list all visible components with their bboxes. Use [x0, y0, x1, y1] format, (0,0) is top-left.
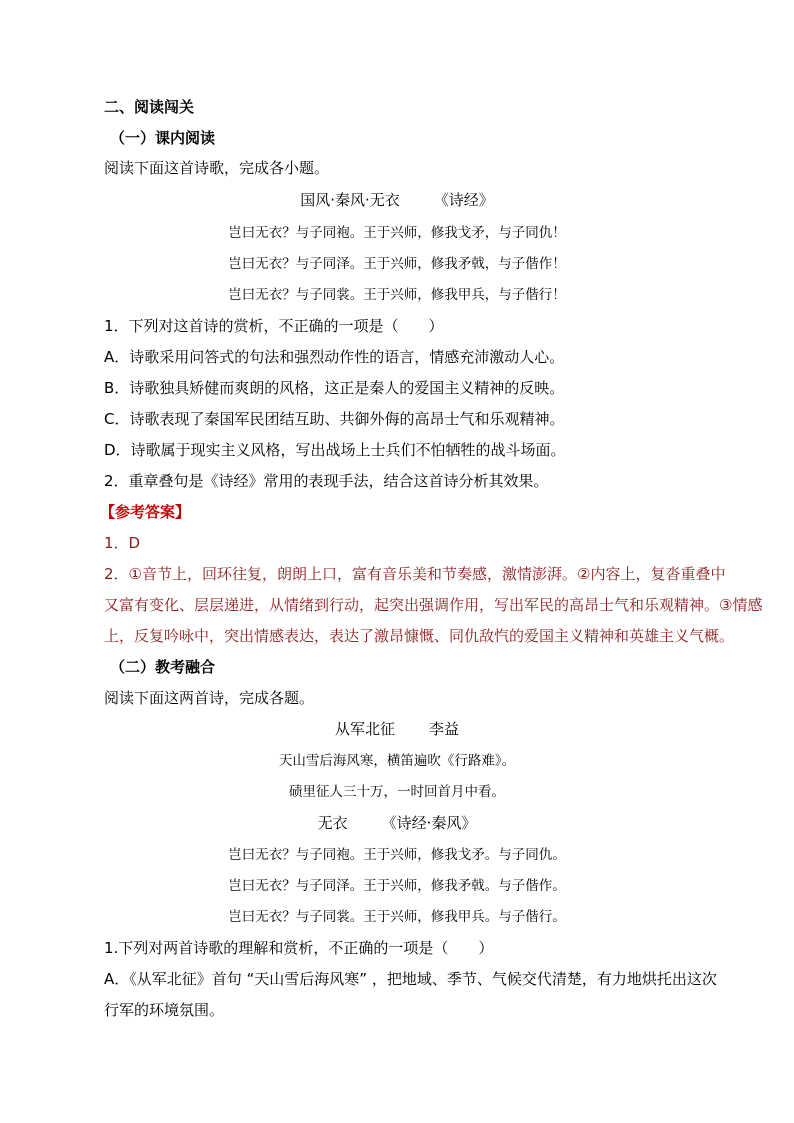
- poem2-heading: [0, 813, 794, 833]
- question-2-stem: 2．重章叠句是《诗经》常用的表现手法，结合这首诗分析其效果。: [104, 472, 549, 490]
- poem-line: 岂曰无衣？与子同裳。王于兴师，修我甲兵，与子偕行！: [228, 287, 566, 303]
- answer-1: 1．D: [104, 534, 141, 552]
- part2-question-1-stem: 1.下列对两首诗歌的理解和赏析，不正确的一项是（ ）: [104, 939, 494, 957]
- poem-heading: [0, 190, 794, 210]
- option-d: D．诗歌属于现实主义风格，写出战场上士兵们不怕牺牲的战斗场面。: [104, 441, 566, 459]
- option-b: B．诗歌独具矫健而爽朗的风格，这正是秦人的爱国主义精神的反映。: [104, 379, 565, 397]
- part1-instruction: 阅读下面这首诗歌，完成各小题。: [104, 159, 330, 177]
- poem2-line: 岂曰无衣？与子同袍。王于兴师，修我戈矛。与子同仇。: [228, 847, 566, 863]
- answer-2-line: 又富有变化、层层递进，从情绪到行动，起突出强调作用，写出军民的高昂士气和乐观精神。③情感: [104, 596, 763, 614]
- poem1-line: 碛里征人三十万，一时回首月中看。: [289, 784, 505, 800]
- poem2-line: 岂曰无衣？与子同泽。王于兴师，修我矛戟。与子偕作。: [228, 878, 566, 894]
- section-title: 二、阅读闯关: [104, 98, 195, 116]
- option-a: A．诗歌采用问答式的句法和强烈动作性的语言，情感充沛激动人心。: [104, 348, 565, 366]
- poem-line: 岂曰无衣？与子同泽。王于兴师，修我矛戟，与子偕作！: [228, 256, 566, 272]
- answer-label: 【参考答案】: [100, 503, 191, 521]
- poem2-title: 无衣: [317, 814, 348, 832]
- answer-2-line: 上，反复吟咏中，突出情感表达，表达了激昂慷慨、同仇敌忾的爱国主义精神和英雄主义气概。: [104, 627, 735, 645]
- poem1-title: 从军北征: [334, 720, 395, 738]
- poem1-heading: [0, 719, 794, 739]
- question-1-stem: 1．下列对这首诗的赏析，不正确的一项是（ ）: [104, 317, 444, 335]
- part2-title: （二）教考融合: [110, 658, 216, 676]
- poem-title: 国风·秦风·无衣: [300, 191, 400, 209]
- part2-instruction: 阅读下面这两首诗，完成各题。: [104, 689, 315, 707]
- poem2-author: 《诗经·秦风》: [381, 814, 477, 832]
- part2-option-a-line: A．《从军北征》首句 “天山雪后海风寒” ，把地域、季节、气候交代清楚，有力地烘托出这次: [104, 970, 717, 988]
- poem-author: 《诗经》: [433, 191, 494, 209]
- part1-title: （一）课内阅读: [110, 129, 216, 147]
- poem2-line: 岂曰无衣？与子同裳。王于兴师，修我甲兵。与子偕行。: [228, 909, 566, 925]
- option-c: C．诗歌表现了秦国军民团结互助、共御外侮的高昂士气和乐观精神。: [104, 410, 565, 428]
- answer-2-line: 2．①音节上，回环往复，朗朗上口，富有音乐美和节奏感，激情澎湃。②内容上，复沓重叠中: [104, 565, 726, 583]
- poem1-line: 天山雪后海风寒，横笛遍吹《行路难》。: [278, 753, 516, 769]
- poem-line: 岂曰无衣？与子同袍。王于兴师，修我戈矛，与子同仇！: [228, 225, 566, 241]
- part2-option-a-line: 行军的环境氛围。: [104, 1001, 225, 1019]
- poem1-author: 李益: [429, 720, 460, 738]
